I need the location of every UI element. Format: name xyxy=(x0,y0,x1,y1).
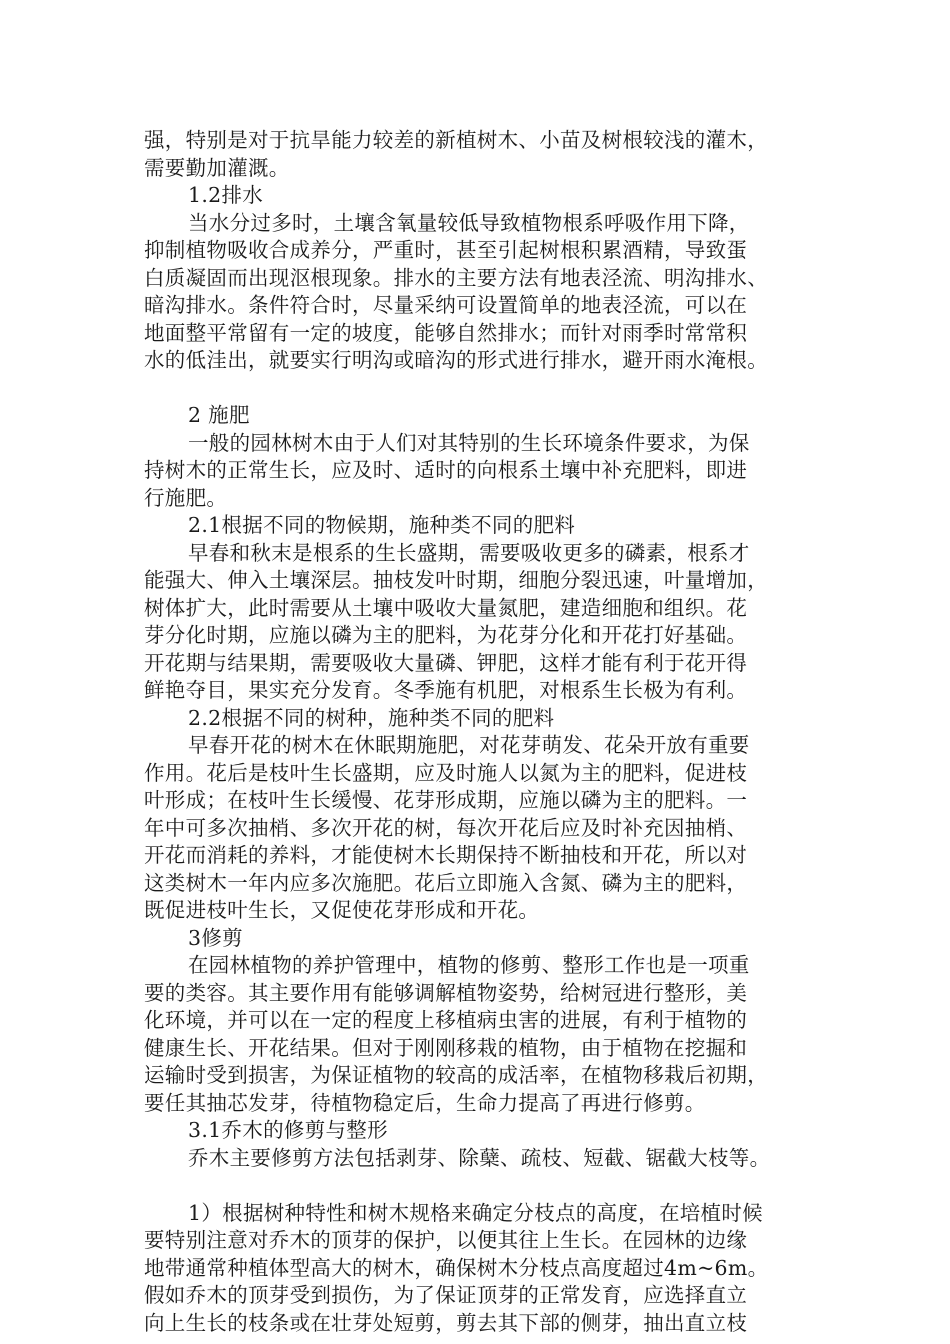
text-line: 早春开花的树木在休眠期施肥，对花芽萌发、花朵开放有重要 xyxy=(188,733,750,757)
text-line: 1.2排水 xyxy=(188,183,264,207)
text-line: 乔木主要修剪方法包括剥芽、除蘖、疏枝、短截、锯截大枝等。 xyxy=(188,1145,771,1170)
text-line: 持树木的正常生长，应及时、适时的向根系土壤中补充肥料，即进 xyxy=(144,458,748,482)
text-line: 2.2根据不同的树种，施种类不同的肥料 xyxy=(188,705,555,730)
text-line: 1）根据树种特性和树木规格来确定分枝点的高度，在培植时候 xyxy=(188,1200,763,1225)
text-line: 2 施肥 xyxy=(188,403,250,427)
text-line: 叶形成；在枝叶生长缓慢、花芽形成期，应施以磷为主的肥料。一 xyxy=(144,788,748,812)
text-line: 作用。花后是枝叶生长盛期，应及时施人以氮为主的肥料，促进枝 xyxy=(144,760,748,785)
text-line: 向上生长的枝条或在壮芽处短剪，剪去其下部的侧芽，抽出直立枝 xyxy=(144,1310,748,1335)
text-line: 要特别注意对乔木的顶芽的保护，以便其往上生长。在园林的边缘 xyxy=(144,1228,748,1252)
text-line: 既促进枝叶生长，又促使花芽形成和开花。 xyxy=(144,898,540,922)
text-line: 当水分过多时，土壤含氧量较低导致植物根系呼吸作用下降， xyxy=(188,210,750,235)
text-line: 化环境，并可以在一定的程度上移植病虫害的进展，有利于植物的 xyxy=(144,1008,748,1032)
text-line: 假如乔木的顶芽受到损伤，为了保证顶芽的正常发育，应选择直立 xyxy=(144,1283,748,1307)
document-body xyxy=(144,127,814,1337)
text-line: 树体扩大，此时需要从土壤中吸收大量氮肥，建造细胞和组织。花 xyxy=(144,595,748,620)
text-line: 开花期与结果期，需要吸收大量磷、钾肥，这样才能有利于花开得 xyxy=(144,650,748,675)
text-line: 芽分化时期，应施以磷为主的肥料，为花芽分化和开花打好基础。 xyxy=(144,623,748,647)
text-line: 2.1根据不同的物候期，施种类不同的肥料 xyxy=(188,513,576,537)
text-line: 3.1乔木的修剪与整形 xyxy=(188,1118,388,1142)
text-line: 开花而消耗的养料，才能使树木长期保持不断抽枝和开花，所以对 xyxy=(144,843,748,867)
text-line: 行施肥。 xyxy=(144,485,228,510)
blank-line xyxy=(144,375,814,403)
text-line: 运输时受到损害，为保证植物的较高的成活率，在植物移栽后初期， xyxy=(144,1063,768,1087)
text-line: 白质凝固而出现沤根现象。排水的主要方法有地表泾流、明沟排水、 xyxy=(144,265,768,290)
text-line: 鲜艳夺目，果实充分发育。冬季施有机肥，对根系生长极为有利。 xyxy=(144,678,748,702)
text-line: 要任其抽芯发芽，待植物稳定后，生命力提高了再进行修剪。 xyxy=(144,1090,706,1115)
text-line: 3修剪 xyxy=(188,925,243,950)
text-line: 强，特别是对于抗旱能力较差的新植树木、小苗及树根较浅的灌木， xyxy=(144,128,768,152)
text-line: 年中可多次抽梢、多次开花的树，每次开花后应及时补充因抽梢、 xyxy=(144,815,748,840)
text-line: 健康生长、开花结果。但对于刚刚移栽的植物，由于植物在挖掘和 xyxy=(144,1035,748,1060)
blank-line xyxy=(144,1172,814,1200)
text-line: 这类树木一年内应多次施肥。花后立即施入含氮、磷为主的肥料， xyxy=(144,870,748,895)
text-line: 在园林植物的养护管理中，植物的修剪、整形工作也是一项重 xyxy=(188,953,750,977)
text-line: 要的类容。其主要作用有能够调解植物姿势，给树冠进行整形，美 xyxy=(144,980,748,1005)
text-line: 暗沟排水。条件符合时，尽量采纳可设置简单的地表泾流，可以在 xyxy=(144,293,748,317)
text-line: 地面整平常留有一定的坡度，能够自然排水；而针对雨季时常常积 xyxy=(144,320,748,345)
text-line: 需要勤加灌溉。 xyxy=(144,155,290,180)
text-line: 地带通常种植体型高大的树木，确保树木分枝点高度超过4m~6m。 xyxy=(144,1255,769,1280)
text-line: 抑制植物吸收合成养分，严重时，甚至引起树根积累酒精，导致蛋 xyxy=(144,238,748,262)
text-line: 早春和秋末是根系的生长盛期，需要吸收更多的磷素，根系才 xyxy=(188,540,750,565)
text-line: 一般的园林树木由于人们对其特别的生长环境条件要求，为保 xyxy=(188,430,750,455)
text-line: 水的低洼出，就要实行明沟或暗沟的形式进行排水，避开雨水淹根。 xyxy=(144,348,768,372)
text-line: 能强大、伸入土壤深层。抽枝发叶时期，细胞分裂迅速，叶量增加， xyxy=(144,568,768,592)
